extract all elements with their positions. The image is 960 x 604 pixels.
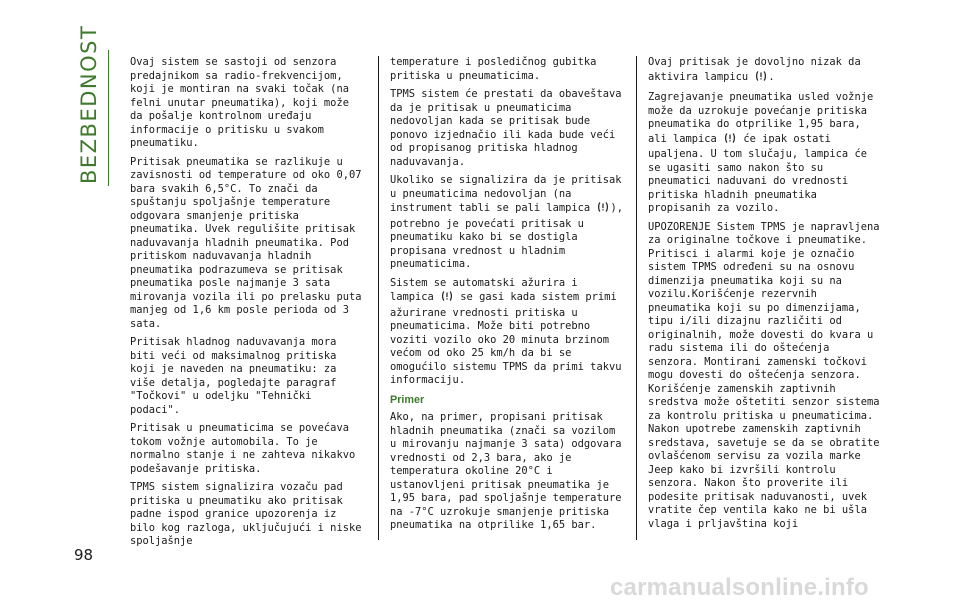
section-title: BEZBEDNOST [77,24,101,184]
text-column-3 [648,56,884,536]
paragraph: temperature i posledičnog gubitka pritiska u pneumaticima. [390,56,597,82]
tpms-warning-icon [441,290,453,307]
text-run: Sistem se automatski ažurira i lampica [390,276,578,303]
tpms-warning-icon [755,70,767,87]
text-run: . [768,70,775,83]
text-run: Zagrejavanje pneumatika usled vožnje može da uzrokuje povećanje pritiska pneumatika do otprilike 1,95 bara, ali lampica [648,91,874,145]
text-run: će ipak ostati upaljena. U tom slučaju, lampica će se ugasiti samo nakon što su pneumatici naduvani do vrednosti pritiska hladnih pneumatika propisanih za vozilo. [648,132,867,214]
paragraph: Pritisak u pneumaticima se povećava tokom vožnje automobila. To je normalno stanje i ne zahteva nikakvo podešavanje pritiska. [130,422,356,475]
subheading-example: Primer [390,393,425,406]
text-run: Ukoliko se signalizira da je pritisak u pneumaticima nedovoljan (na instrument tabli se pali lampica [390,174,622,214]
paragraph: TPMS sistem će prestati da obaveštava da je pritisak u pneumaticima nedovoljan kada se pritisak bude ponovo izjednačio ili kada bude veći od propisanog pritiska hladnog naduvavanja. [390,88,622,168]
column-divider [378,56,379,540]
paragraph [648,56,884,86]
tpms-warning-icon [724,132,736,149]
paragraph: TPMS sistem signalizira vozaču pad pritiska u pneumatiku ako pritisak padne ispod granice upozorenja iz bilo kog razloga, uključujući i niske spoljašnje [130,481,362,547]
page-number: 98 [74,546,94,564]
text-run: ), potrebno je povećati pritisak u pneumatiku kako bi se dostigla propisana vrednost u hladnim pneumaticima. [390,202,623,270]
watermark: carmanualsonline.info [610,574,869,601]
column-divider [636,56,637,540]
text-run: se gasi kada sistem primi ažurirane vrednosti pritiska u pneumaticima. Može biti potrebno voziti vozilo oko 20 minuta brzinom većom od oko 25 km/h da bi se omogućilo sistemu TPMS da primi takvu informaciju. [390,291,622,386]
paragraph: Pritisak hladnog naduvavanja mora biti veći od maksimalnog pritiska koji je naveden na pneumatiku: za više detalja, pogledajte paragraf "Točkovi" u odeljku "Tehnički podaci". [130,336,337,416]
paragraph: Pritisak pneumatika se razlikuje u zavisnosti od temperature od oko 0,07 bara svakih 6,5°C. To znači da spuštanju spoljašnje temperature odgovara smanjenje pritiska pneumatika. Uvek regulišite pritisak naduvavanja hladnih pneumatika. Pod pritiskom naduvavanja hladnih pneumatika podrazumeva se pritisak pneumatika posle najmanje 3 sata mirovanja vozila ili po prelasku puta manjeg od 1,6 km posle perioda od 3 sata. [130,155,362,330]
paragraph: Ako, na primer, propisani pritisak hladnih pneumatika (znači sa vozilom u mirovanju najmanje 3 sata) odgovara vrednosti od 2,3 bara, ako je temperatura okoline 20°C i ustanovljeni pritisak pneumatika je 1,95 bara, pad spoljašnje temperature na -7°C uzrokuje smanjenje pritiska pneumatika na otprilike 1,65 bar. [390,411,622,531]
text-run: Ovaj pritisak je dovoljno nizak da aktivira lampicu [648,56,861,83]
paragraph [390,174,626,272]
tpms-warning-icon [597,201,609,218]
paragraph: UPOZORENJE Sistem TPMS je napravljena za originalne točkove i pneumatike. Pritisci i alarmi koje je označio sistem TPMS određeni su na osnovu dimenzija pneumatika koji su na vozilu.Korišćenje rezervnih pneumatika koji su po dimenzijama, tipu i/ili dizajnu različiti od originalnih, može dovesti do kvara u radu sistema ili do oštećenja senzora. Montirani zamenski točkovi mogu dovesti do oštećenja senzora. Korišćenje zamenskih zaptivnih sredstva može oštetiti senzor sistema za kontrolu pritiska u pneumaticima. Nakon upotrebe zamenskih zaptivnih sredstava, savetuje se da se obratite ovlašćenom servisu za vozila marke Jeep kako bi izvršili kontrolu senzora. Nakon što proverite ili podesite pritisak naduvanosti, uvek vratite čep ventila kako ne bi ušla vlaga i prljavština koji [648,220,880,530]
paragraph [390,277,626,388]
text-column-2 [390,56,626,538]
paragraph [648,91,884,216]
text-column-1 [130,56,366,554]
paragraph: Ovaj sistem se sastoji od senzora predajnikom sa radio-frekvencijom, koji je montiran na svaki točak (na felni unutar pneumatika), koji može da pošalje kontrolnom uređaju informacije o pritisku u svakom pneumatiku. [130,56,349,149]
section-rule [108,50,109,186]
